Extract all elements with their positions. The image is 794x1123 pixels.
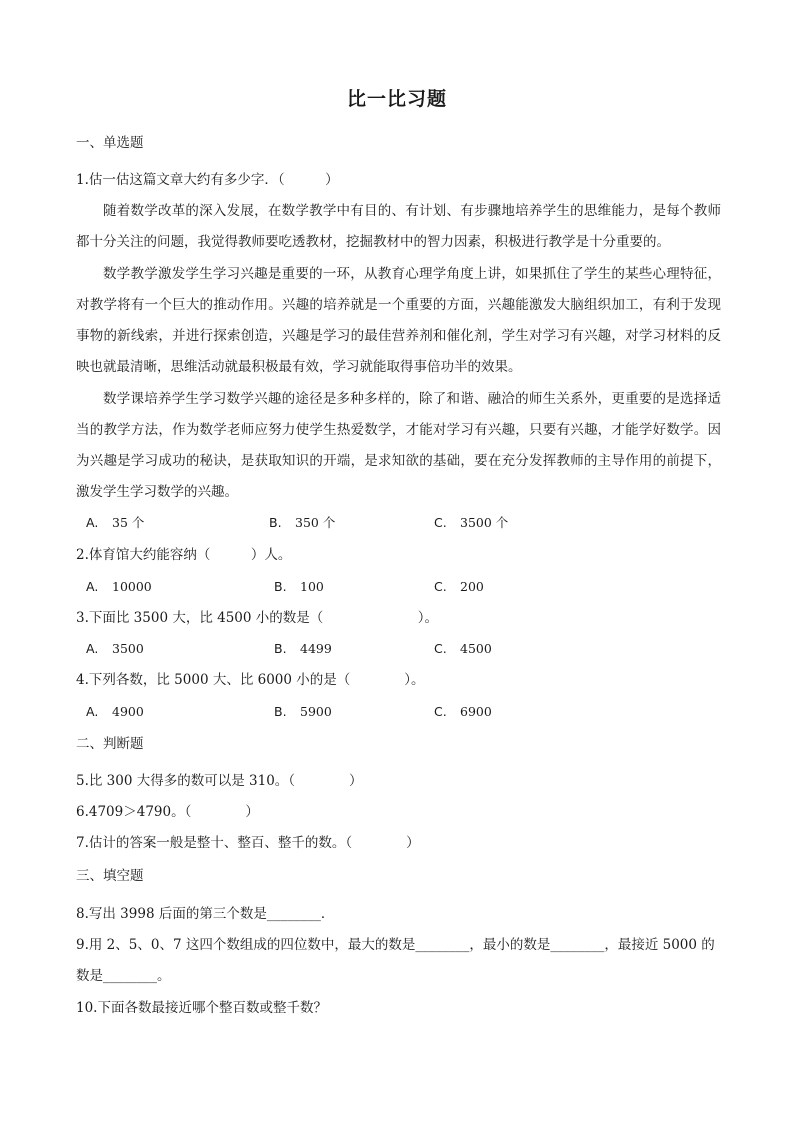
page-title: 比一比习题 [346, 88, 447, 110]
question-3-stem: 3.下面比 3500 大，比 4500 小的数是（ ）。 [76, 610, 439, 626]
question-5-stem: 5.比 300 大得多的数可以是 310。（ ） [76, 773, 363, 789]
question-1-stem: 1.估一估这篇文章大约有多少字．（ ） [76, 172, 339, 188]
option-b[interactable]: B. 350 个 [269, 515, 336, 530]
question-1-paragraph-2: 数学教学激发学生学习兴趣是重要的一环，从教育心理学角度上讲，如果抓住了学生的某些心理特征，对教学将有一个巨大的推动作用。兴趣的培养就是一个重要的方面，兴趣能激发大脑组织加工，有利于发现事物的新线索，并进行探索创造，兴趣是学习的最佳营养剂和催化剂，学生对学习有兴趣，对学习材料的反映也就最清晰，思维活动就最积极最有效，学习就能取得事倍功半的效果。 [76, 266, 721, 375]
question-2-stem: 2.体育馆大约能容纳（ ）人。 [76, 547, 292, 563]
question-4-stem: 4.下列各数，比 5000 大、比 6000 小的是（ ）。 [76, 672, 425, 688]
option-c[interactable]: C. 4500 [434, 641, 492, 656]
question-9-stem-line-2: 数是________。 [76, 968, 171, 984]
question-9-stem-line-1: 9.用 2、5、0、7 这四个数组成的四位数中，最大的数是________，最小的数是________，最接近 5000 的 [76, 937, 715, 953]
section-heading-single-choice: 一、单选题 [76, 135, 144, 151]
question-2-options [86, 577, 726, 597]
question-7-stem: 7.估计的答案一般是整十、整百、整千的数。（ ） [76, 835, 420, 851]
option-b[interactable]: B. 5900 [274, 704, 332, 719]
question-8-stem: 8.写出 3998 后面的第三个数是________． [76, 906, 335, 922]
question-4-options [86, 702, 726, 722]
section-heading-true-false: 二、判断题 [76, 736, 144, 752]
option-b[interactable]: B. 4499 [274, 641, 332, 656]
option-c[interactable]: C. 6900 [434, 704, 492, 719]
question-3-options [86, 639, 726, 659]
question-1-options [86, 513, 726, 533]
option-a[interactable]: A. 3500 [86, 641, 144, 656]
question-1-paragraph-1: 随着数学改革的深入发展，在数学教学中有目的、有计划、有步骤地培养学生的思维能力，是每个教师都十分关注的问题，我觉得教师要吃透教材，挖掘教材中的智力因素，积极进行教学是十分重要的。 [76, 203, 721, 250]
option-a[interactable]: A. 10000 [86, 579, 152, 594]
option-c[interactable]: C. 3500 个 [434, 515, 509, 530]
question-6-stem: 6.4709＞4790。（ ） [76, 804, 259, 820]
section-heading-fill-blank: 三、填空题 [76, 868, 144, 884]
option-b[interactable]: B. 100 [274, 579, 324, 594]
option-a[interactable]: A. 35 个 [86, 515, 145, 530]
question-10-stem: 10.下面各数最接近哪个整百数或整千数？ [76, 1000, 327, 1016]
option-a[interactable]: A. 4900 [86, 704, 144, 719]
question-1-paragraph-3: 数学课培养学生学习数学兴趣的途径是多种多样的，除了和谐、融洽的师生关系外，更重要的是选择适当的教学方法，作为数学老师应努力使学生热爱数学，才能对学习有兴趣，只要有兴趣，才能学好数学。因为兴趣是学习成功的秘诀，是获取知识的开端，是求知欲的基础，要在充分发挥教师的主导作用的前提下，激发学生学习数学的兴趣。 [76, 391, 721, 500]
option-c[interactable]: C. 200 [434, 579, 484, 594]
